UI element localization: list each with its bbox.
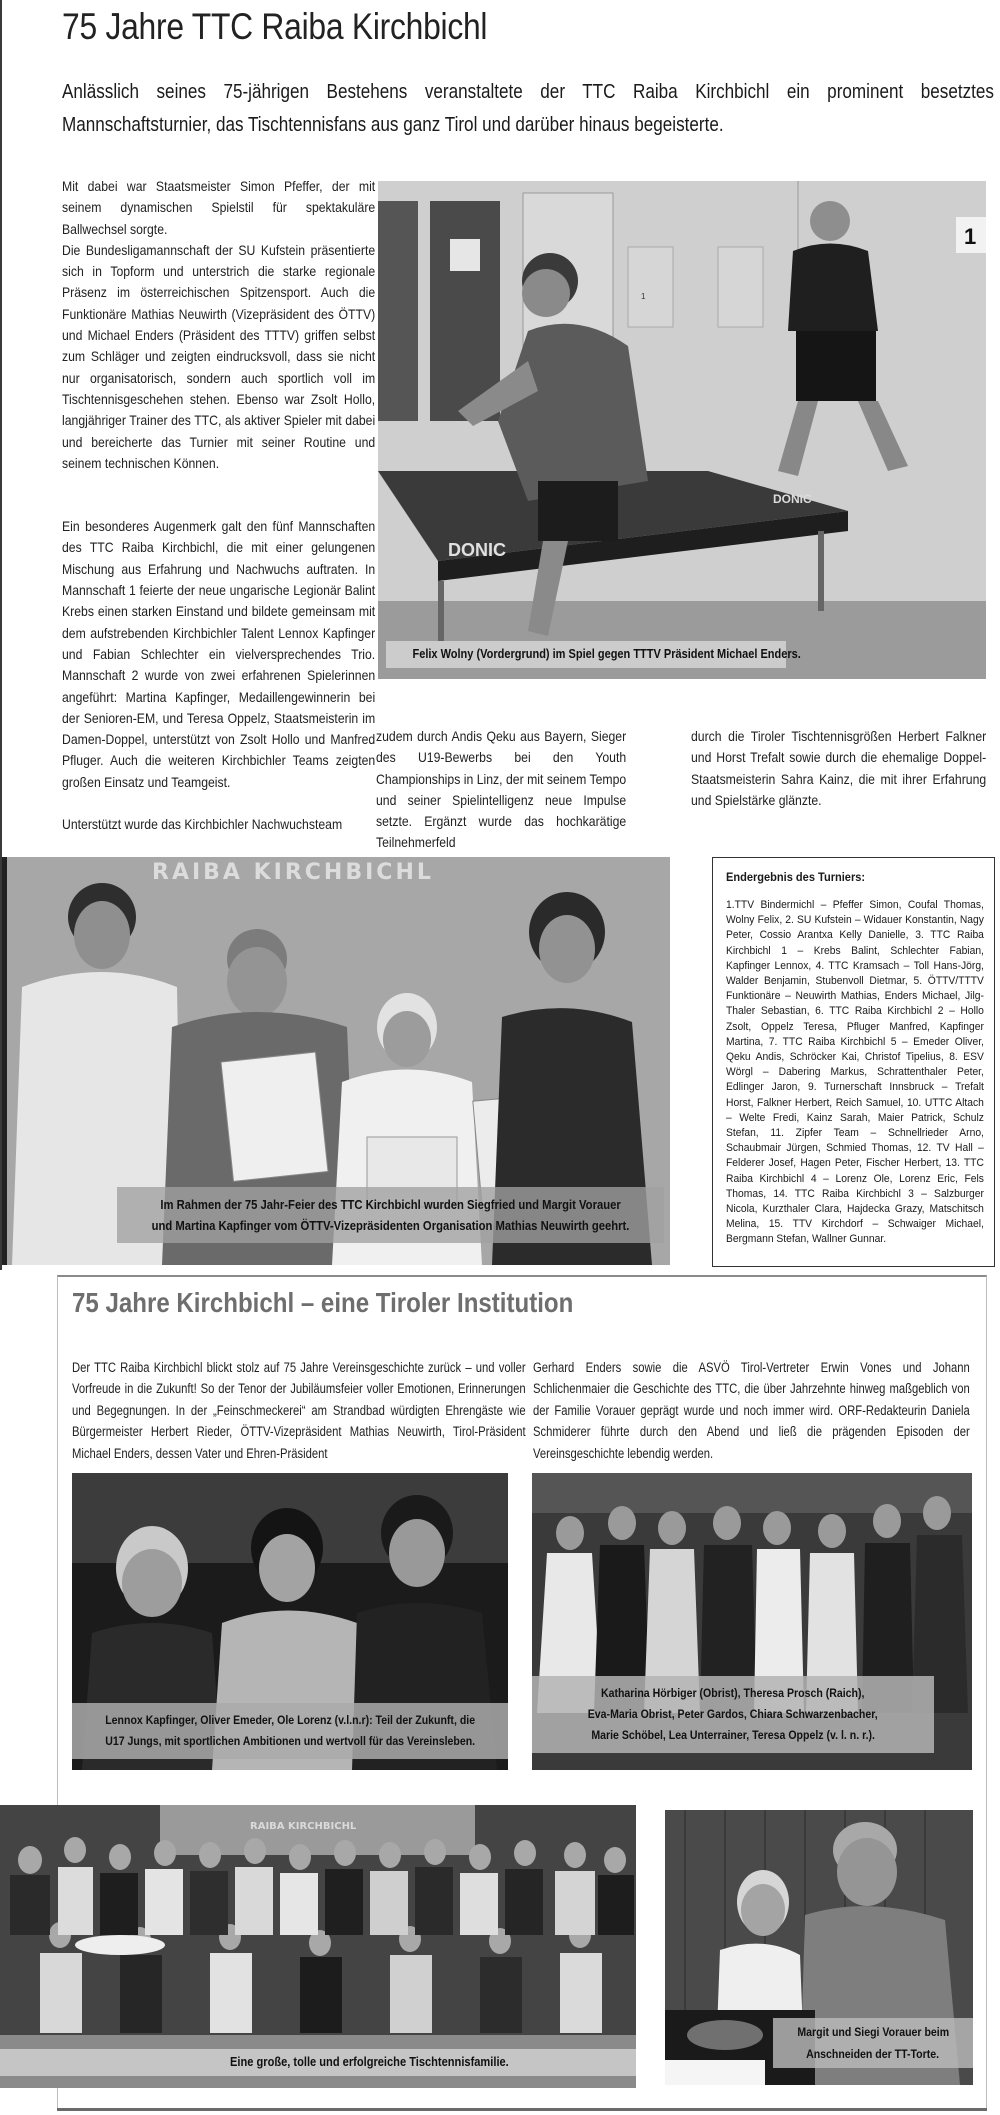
- column-1-paragraph-2: Ein besonderes Augenmerk galt den fünf Mannschaften des TTC Raiba Kirchbichl, die mit einer gelungenen Mischung aus Erfahrung und Nachwuchs auftraten. In Mannschaft 1 feierte der neue ungarische Legionär Balint Krebs einen starken Einstand und bildete gemeinsam mit dem aufstrebenden Kirchbichler Talent Lennox Kapfinger und Fabian Schlechter ein vielversprechendes Trio. Mannschaft 2 wurde von zwei erfahrenen Spielerinnen angeführt: Martina Kapfinger, Medaillengewinnerin bei der Senioren-EM, und Teresa Oppelz, Staatsmeisterin im Damen-Doppel, unterstützt von Zsolt Hollo und Manfred Pfluger. Auch die weiteren Kirchbichler Teams zeigten großen Einsatz und Teamgeist.: [62, 519, 376, 790]
- article-title: 75 Jahre TTC Raiba Kirchbichl: [62, 6, 488, 47]
- match-caption-band: [386, 641, 801, 668]
- table-number-card: 1: [964, 224, 977, 249]
- honors-caption-line-1: Im Rahmen der 75 Jahr-Feier des TTC Kirchbichl wurden Siegfried und Margit Vorauer: [160, 1197, 621, 1212]
- honors-caption-line-2: und Martina Kapfinger vom ÖTTV-Vizepräsidenten Organisation Mathias Neuwirth geehrt.: [151, 1218, 630, 1233]
- column-1-paragraph-1: [62, 176, 375, 474]
- women-caption-band: [532, 1676, 934, 1753]
- honors-caption-band: [117, 1187, 664, 1243]
- table-brand-label-far: DONIC: [773, 492, 812, 506]
- article-column-3: durch die Tiroler Tischtennisgrößen Herbert Falkner und Horst Trefalt sowie durch die ehemalige Doppel-Staatsmeisterin Sahra Kainz, die mit ihrer Erfahrung und Spielstärke glänzte.: [691, 729, 987, 808]
- match-caption: Felix Wolny (Vordergrund) im Spiel gegen TTTV Präsident Michael Enders.: [412, 647, 801, 661]
- juniors-caption-line-1: Lennox Kapfinger, Oliver Emeder, Ole Lorenz (v.l.n.r): Teil der Zukunft, die: [105, 1713, 475, 1727]
- tournament-results-box: [712, 857, 995, 1267]
- women-caption-line-1: Katharina Hörbiger (Obrist), Theresa Prosch (Raich),: [601, 1686, 865, 1700]
- cake-caption-line-1: Margit und Siegi Vorauer beim: [797, 2025, 949, 2039]
- paragraph-text: Die Bundesligamannschaft der SU Kufstein präsentierte sich in Topform und unterstrich die starke regionale Präsenz im österreichischen Spitzensport. Auch die Funktionäre Mathias Neuwirth (Vizepräsident des ÖTTV) und Michael Enders (Präsident des TTTV) griffen selbst zum Schläger und zeigten eindrucksvoll, dass sie nicht nur organisatorisch, sondern auch sportlich voll im Tischtennisgeschehen stehen. Ebenso war Zsolt Hollo, langjähriger Trainer des TTC, als aktiver Spieler mit dabei und bereicherte das Turnier mit seiner Routine und seinem technischen Können.: [62, 242, 376, 471]
- institution-column-2: Gerhard Enders sowie die ASVÖ Tirol-Vertreter Erwin Vones und Johann Schlichenmaier die Geschichte des TTC, die über Jahrzehnte hinweg maßgeblich von der Familie Vorauer geprägt wurde und noch immer wird. ORF-Redakteurin Daniela Schmiderer führte durch den Abend und ließ die prägenden Episoden der Vereinsgeschichte lebendig werden.: [533, 1360, 970, 1461]
- institution-column-1: Der TTC Raiba Kirchbichl blickt stolz auf 75 Jahre Vereinsgeschichte zurück – und voller Vorfreude in die Zukunft! So der Tenor der Jubiläumsfeier voller Emotionen, Erinnerungen und Begegnungen. In der „Feinschmeckerei“ am Strandbad würdigten Ehrengäste wie Bürgermeister Herbert Rieder, ÖTTV-Vizepräsident Mathias Neuwirth, Tirol-Präsident Michael Enders, dessen Vater und Ehren-Präsident: [72, 1360, 526, 1461]
- cake-caption-band: [773, 2018, 973, 2068]
- match-photo-illustration: [378, 181, 986, 679]
- photo-match: [378, 181, 986, 679]
- juniors-caption-line-2: U17 Jungs, mit sportlichen Ambitionen und wertvoll für das Vereinsleben.: [105, 1734, 475, 1748]
- results-title: Endergebnis des Turniers:: [726, 870, 866, 884]
- column-1-paragraph-3: Unterstützt wurde das Kirchbichler Nachwuchsteam: [62, 817, 343, 833]
- photo-honors: [2, 857, 670, 1265]
- page-bottom-rule: [57, 2108, 987, 2111]
- family-caption: Eine große, tolle und erfolgreiche Tischtennisfamilie.: [230, 2055, 509, 2069]
- photo-women: [532, 1473, 972, 1770]
- article-column-2: zudem durch Andis Qeku aus Bayern, Sieger des U19-Bewerbs bei den Youth Championships in Linz, der mit seinem Tempo und seiner Spielintelligenz neue Impulse setzte. Ergänzt wurde das hochkarätige Teilnehmerfeld: [376, 729, 627, 851]
- results-text: 1.TTV Bindermichl – Pfeffer Simon, Coufal Thomas, Wolny Felix, 2. SU Kufstein – Widauer Konstantin, Nagy Peter, Cossio Arantxa Kelly Danielle, 3. TTC Raiba Kirchbichl 1 – Krebs Balint, Schlechter Fabian, Kapfinger Lennox, 4. TTC Kramsach – Toll Hans-Jörg, Walder Benjamin, Stubenvoll Dietmar, 5. ÖTTV/TTTV Funktionäre – Neuwirth Mathias, Enders Michael, Jilg-Thaler Sebastian, 6. TTC Raiba Kirchbichl 2 – Hollo Zsolt, Oppelz Teresa, Pfluger Manfred, Kapfinger Martina, 7. TTC Raiba Kirchbichl 5 – Emeder Oliver, Qeku Andis, Schröcker Kai, Christof Tipelius, 8. ESV Wörgl – Dabering Markus, Schrattenthaler Peter, Edlinger Jaron, 9. Turnerschaft Innsbruck – Trefalt Horst, Falkner Herbert, Reich Samuel, 10. UTTC Altach – Welte Fredi, Kainz Sarah, Maier Patrick, Schulz Stefan, 11. Zipfer Team – Schnellrieder Arno, Schaubmair Jürgen, Schmied Thomas, 12. TV Hall – Felderer Josef, Hagen Peter, Fischer Herbert, 13. TTC Raiba Kirchbichl 4 – Lorenz Ole, Lorenz Eric, Fels Thomas, 14. TTC Raiba Kirchbichl 3 – Salzburger Nicola, Kurzthaler Clara, Hajdecka Grazy, Matschitsch Melina, 15. TTV Kirchdorf – Schwaiger Michael, Bergmann Stefan, Wallner Gunnar.: [726, 899, 984, 1246]
- family-photo-illustration: [0, 1805, 636, 2088]
- paragraph-text: Mit dabei war Staatsmeister Simon Pfeffer, der mit seinem dynamischen Spielstil für spektakuläre Ballwechsel sorgte.: [62, 179, 376, 237]
- institution-title: 75 Jahre Kirchbichl – eine Tiroler Institution: [72, 1287, 574, 1318]
- photo-juniors: [72, 1473, 508, 1770]
- table-brand-label: DONIC: [448, 540, 506, 560]
- door-number: 1: [641, 292, 646, 301]
- article-lead: Anlässlich seines 75-jährigen Bestehens veranstaltete der TTC Raiba Kirchbichl ein prominent besetztes Mannschaftsturnier, das Tischtennisfans aus ganz Tirol und darüber hinaus begeisterte.: [62, 81, 994, 136]
- article-column-1: [62, 176, 375, 835]
- banner-text: RAIBA KIRCHBICHL: [152, 860, 434, 885]
- cake-caption-line-2: Anschneiden der TT-Torte.: [806, 2047, 940, 2061]
- family-caption-band: [0, 2049, 636, 2076]
- photo-cake: [665, 1810, 973, 2085]
- women-caption-line-3: Marie Schöbel, Lea Unterrainer, Teresa Oppelz (v. l. n. r.).: [591, 1728, 875, 1742]
- women-caption-line-2: Eva-Maria Obrist, Peter Gardos, Chiara Schwarzenbacher,: [588, 1707, 878, 1721]
- family-banner-text: RAIBA KIRCHBICHL: [250, 1821, 357, 1832]
- juniors-caption-band: [72, 1703, 508, 1759]
- photo-family: [0, 1805, 636, 2088]
